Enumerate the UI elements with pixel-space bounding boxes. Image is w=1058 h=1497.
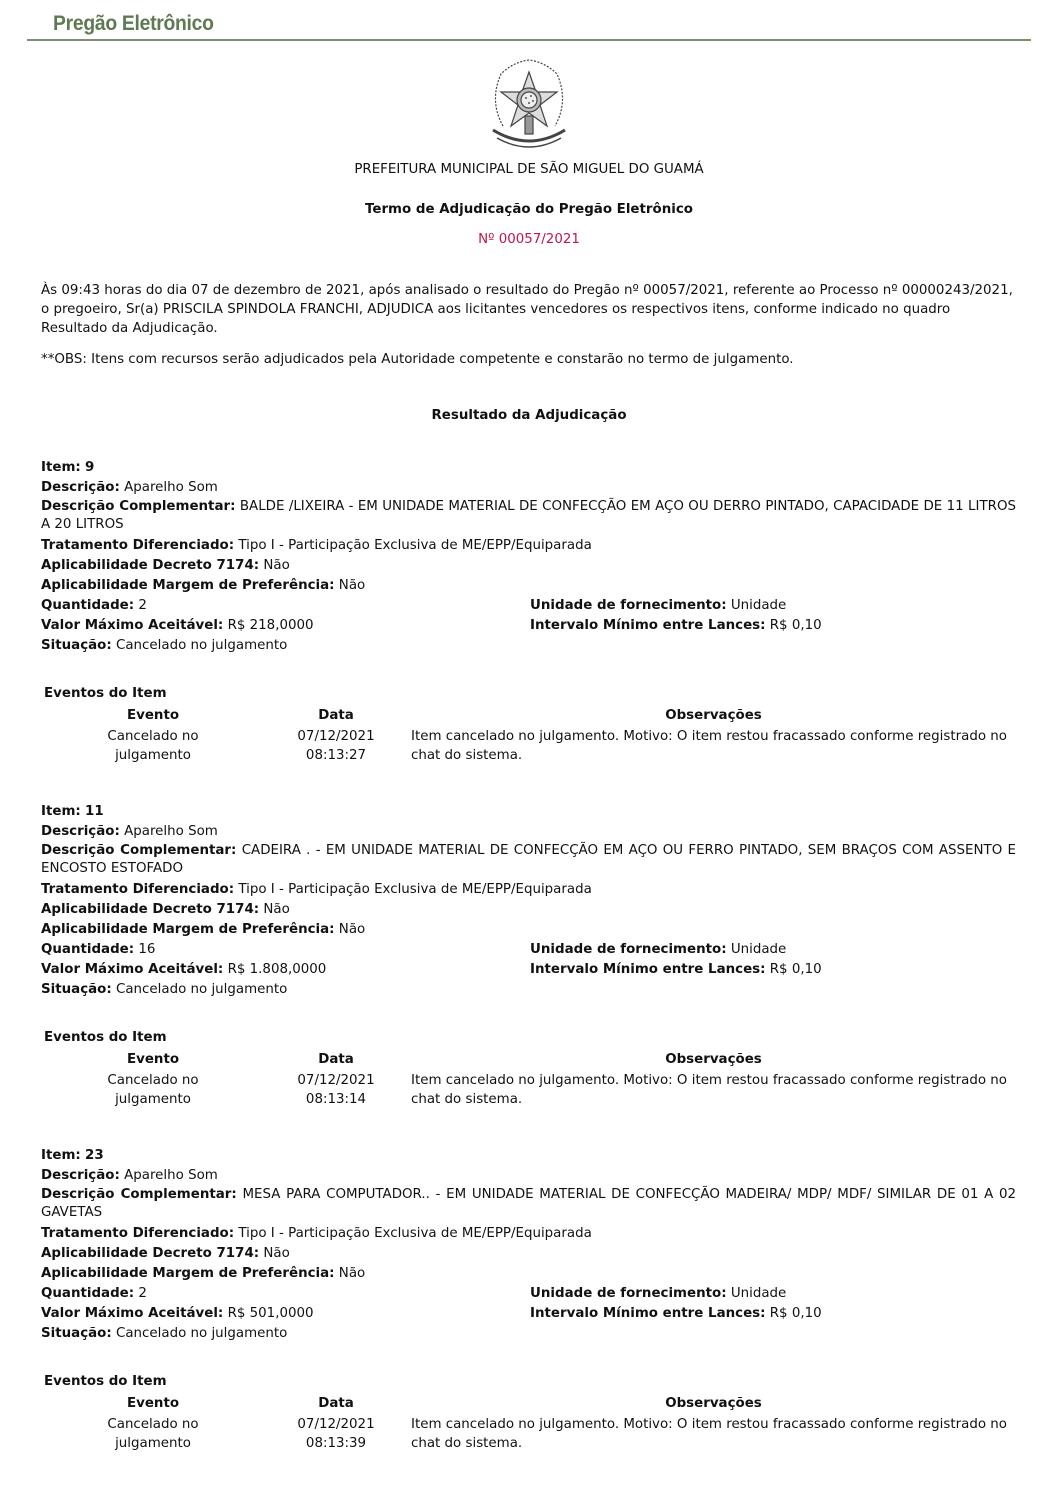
label: Aplicabilidade Margem de Preferência: [41, 1266, 335, 1281]
obs-paragraph: **OBS: Itens com recursos serão adjudicados pela Autoridade competente e constarão no termo de julgamento. [41, 352, 794, 367]
events-header-row [41, 706, 1016, 727]
event-date [265, 1071, 407, 1109]
item-number: 11 [85, 804, 104, 819]
quantidade-value: 16 [138, 942, 156, 957]
col-evento: Evento [126, 1052, 180, 1067]
col-observacoes: Observações [665, 708, 762, 723]
item-number-row [41, 458, 1016, 478]
intervalo-value: R$ 0,10 [769, 618, 822, 633]
result-section-title: Resultado da Adjudicação [431, 408, 627, 423]
label: Quantidade: [41, 598, 135, 613]
decreto-row [41, 556, 1016, 576]
situacao-value: Cancelado no julgamento [116, 638, 288, 653]
col-evento: Evento [126, 708, 180, 723]
label: Intervalo Mínimo entre Lances: [530, 962, 766, 977]
situacao-row [41, 980, 1016, 1000]
item-number: 23 [85, 1148, 104, 1163]
label: Valor Máximo Aceitável: [41, 618, 224, 633]
quantidade-unidade-row [41, 940, 1016, 960]
item-number-row [41, 802, 1016, 822]
intervalo-value: R$ 0,10 [769, 1306, 822, 1321]
item-block [41, 458, 1016, 656]
col-observacoes: Observações [665, 1052, 762, 1067]
valor-intervalo-row [41, 1304, 1016, 1324]
tratamento-value: Tipo I - Participação Exclusiva de ME/EPP/Equiparada [238, 538, 592, 553]
col-data: Data [318, 708, 354, 723]
events-header-row [41, 1394, 1016, 1415]
col-evento: Evento [126, 1396, 180, 1411]
decreto-row [41, 1244, 1016, 1264]
event-date-value: 07/12/2021 [297, 1417, 375, 1432]
label: Descrição: [41, 1168, 120, 1183]
header-divider [27, 39, 1031, 41]
margem-row [41, 920, 1016, 940]
situacao-row [41, 1324, 1016, 1344]
tratamento-value: Tipo I - Participação Exclusiva de ME/EPP/Equiparada [238, 882, 592, 897]
events-block [41, 1028, 1016, 1109]
descricao-row [41, 1166, 1016, 1186]
tratamento-row [41, 1224, 1016, 1244]
event-observacoes: Item cancelado no julgamento. Motivo: O item restou fracassado conforme registrado no chat do sistema. [411, 729, 1007, 763]
situacao-value: Cancelado no julgamento [116, 1326, 288, 1341]
col-observacoes: Observações [665, 1396, 762, 1411]
label: Tratamento Diferenciado: [41, 538, 235, 553]
event-row [41, 1415, 1016, 1453]
event-name: Cancelado no julgamento [107, 1417, 199, 1451]
events-title: Eventos do Item [44, 686, 167, 701]
descricao-value: Aparelho Som [124, 1168, 218, 1183]
descricao-value: Aparelho Som [124, 824, 218, 839]
quantidade-unidade-row [41, 1284, 1016, 1304]
valor-value: R$ 501,0000 [227, 1306, 314, 1321]
valor-intervalo-row [41, 616, 1016, 636]
descricao-complementar-value: BALDE /LIXEIRA - EM UNIDADE MATERIAL DE CONFECÇÃO EM AÇO OU DERRO PINTADO, CAPACIDADE DE 11 LITROS A 20 LITROS [41, 499, 1016, 532]
quantidade-value: 2 [138, 1286, 147, 1301]
label: Descrição Complementar: [41, 843, 237, 858]
item-number-row [41, 1146, 1016, 1166]
events-header-row [41, 1050, 1016, 1071]
valor-intervalo-row [41, 960, 1016, 980]
descricao-complementar-value: CADEIRA . - EM UNIDADE MATERIAL DE CONFECÇÃO EM AÇO OU FERRO PINTADO, SEM BRAÇOS COM ASSENTO E ENCOSTO ESTOFADO [41, 843, 1016, 876]
tratamento-row [41, 536, 1016, 556]
valor-value: R$ 218,0000 [227, 618, 314, 633]
events-title: Eventos do Item [44, 1030, 167, 1045]
label: Descrição: [41, 824, 120, 839]
events-block [41, 1372, 1016, 1453]
descricao-complementar-row [41, 1186, 1016, 1222]
margem-value: Não [338, 922, 366, 937]
item-block [41, 802, 1016, 1000]
label: Quantidade: [41, 1286, 135, 1301]
events-table [41, 1394, 1016, 1453]
event-time-value: 08:13:27 [305, 748, 367, 763]
decreto-value: Não [263, 1246, 290, 1261]
intro-paragraph: Às 09:43 horas do dia 07 de dezembro de 2021, após analisado o resultado do Pregão nº 00057/2021, referente ao Processo nº 00000243/2021, o pregoeiro, Sr(a) PRISCILA SPINDOLA FRANCHI, ADJUDICA aos licitantes vencedores os respectivos itens, conforme indicado no quadro Resultado da Adjudicação. [41, 283, 1013, 336]
margem-row [41, 576, 1016, 596]
label: Aplicabilidade Margem de Preferência: [41, 578, 335, 593]
organization-name: PREFEITURA MUNICIPAL DE SÃO MIGUEL DO GUAMÁ [354, 162, 704, 177]
label: Descrição: [41, 480, 120, 495]
valor-value: R$ 1.808,0000 [227, 962, 327, 977]
events-table [41, 1050, 1016, 1109]
label: Tratamento Diferenciado: [41, 882, 235, 897]
label: Item: [41, 1148, 81, 1163]
label: Unidade de fornecimento: [530, 598, 727, 613]
descricao-value: Aparelho Som [124, 480, 218, 495]
descricao-row [41, 478, 1016, 498]
label: Aplicabilidade Margem de Preferência: [41, 922, 335, 937]
document-number: Nº 00057/2021 [478, 232, 580, 247]
label: Item: [41, 460, 81, 475]
event-row [41, 727, 1016, 765]
label: Descrição Complementar: [41, 1187, 237, 1202]
event-name: Cancelado no julgamento [107, 1073, 199, 1107]
events-block [41, 684, 1016, 765]
event-date [265, 727, 407, 765]
unidade-value: Unidade [730, 1286, 787, 1301]
label: Tratamento Diferenciado: [41, 1226, 235, 1241]
decreto-value: Não [263, 902, 290, 917]
events-title: Eventos do Item [44, 1374, 167, 1389]
col-data: Data [318, 1052, 354, 1067]
event-date-value: 07/12/2021 [297, 1073, 375, 1088]
label: Situação: [41, 638, 112, 653]
situacao-row [41, 636, 1016, 656]
tratamento-value: Tipo I - Participação Exclusiva de ME/EPP/Equiparada [238, 1226, 592, 1241]
item-number: 9 [85, 460, 95, 475]
unidade-value: Unidade [730, 598, 787, 613]
event-time-value: 08:13:39 [305, 1436, 367, 1451]
event-time-value: 08:13:14 [305, 1092, 367, 1107]
descricao-row [41, 822, 1016, 842]
col-data: Data [318, 1396, 354, 1411]
descricao-complementar-row [41, 498, 1016, 534]
descricao-complementar-row [41, 842, 1016, 878]
label: Intervalo Mínimo entre Lances: [530, 618, 766, 633]
decreto-row [41, 900, 1016, 920]
label: Unidade de fornecimento: [530, 1286, 727, 1301]
event-date-value: 07/12/2021 [297, 729, 375, 744]
label: Aplicabilidade Decreto 7174: [41, 902, 260, 917]
label: Quantidade: [41, 942, 135, 957]
margem-row [41, 1264, 1016, 1284]
tratamento-row [41, 880, 1016, 900]
label: Intervalo Mínimo entre Lances: [530, 1306, 766, 1321]
label: Valor Máximo Aceitável: [41, 962, 224, 977]
label: Descrição Complementar: [41, 499, 236, 514]
event-name: Cancelado no julgamento [107, 729, 199, 763]
label: Item: [41, 804, 81, 819]
unidade-value: Unidade [730, 942, 787, 957]
events-table [41, 706, 1016, 765]
label: Aplicabilidade Decreto 7174: [41, 558, 260, 573]
label: Unidade de fornecimento: [530, 942, 727, 957]
descricao-complementar-value: MESA PARA COMPUTADOR.. - EM UNIDADE MATERIAL DE CONFECÇÃO MADEIRA/ MDP/ MDF/ SIMILAR DE 01 A 02 GAVETAS [41, 1187, 1016, 1220]
decreto-value: Não [263, 558, 290, 573]
event-observacoes: Item cancelado no julgamento. Motivo: O item restou fracassado conforme registrado no chat do sistema. [411, 1073, 1007, 1107]
document-title: Termo de Adjudicação do Pregão Eletrônico [365, 202, 693, 217]
margem-value: Não [338, 1266, 366, 1281]
label: Valor Máximo Aceitável: [41, 1306, 224, 1321]
label: Situação: [41, 982, 112, 997]
event-date [265, 1415, 407, 1453]
brazil-coat-of-arms-icon [483, 56, 575, 158]
margem-value: Não [338, 578, 366, 593]
label: Situação: [41, 1326, 112, 1341]
label: Aplicabilidade Decreto 7174: [41, 1246, 260, 1261]
intervalo-value: R$ 0,10 [769, 962, 822, 977]
event-observacoes: Item cancelado no julgamento. Motivo: O item restou fracassado conforme registrado no chat do sistema. [411, 1417, 1007, 1451]
event-row [41, 1071, 1016, 1109]
item-block [41, 1146, 1016, 1344]
header-title: Pregão Eletrônico [53, 12, 214, 35]
quantidade-value: 2 [138, 598, 147, 613]
quantidade-unidade-row [41, 596, 1016, 616]
situacao-value: Cancelado no julgamento [116, 982, 288, 997]
